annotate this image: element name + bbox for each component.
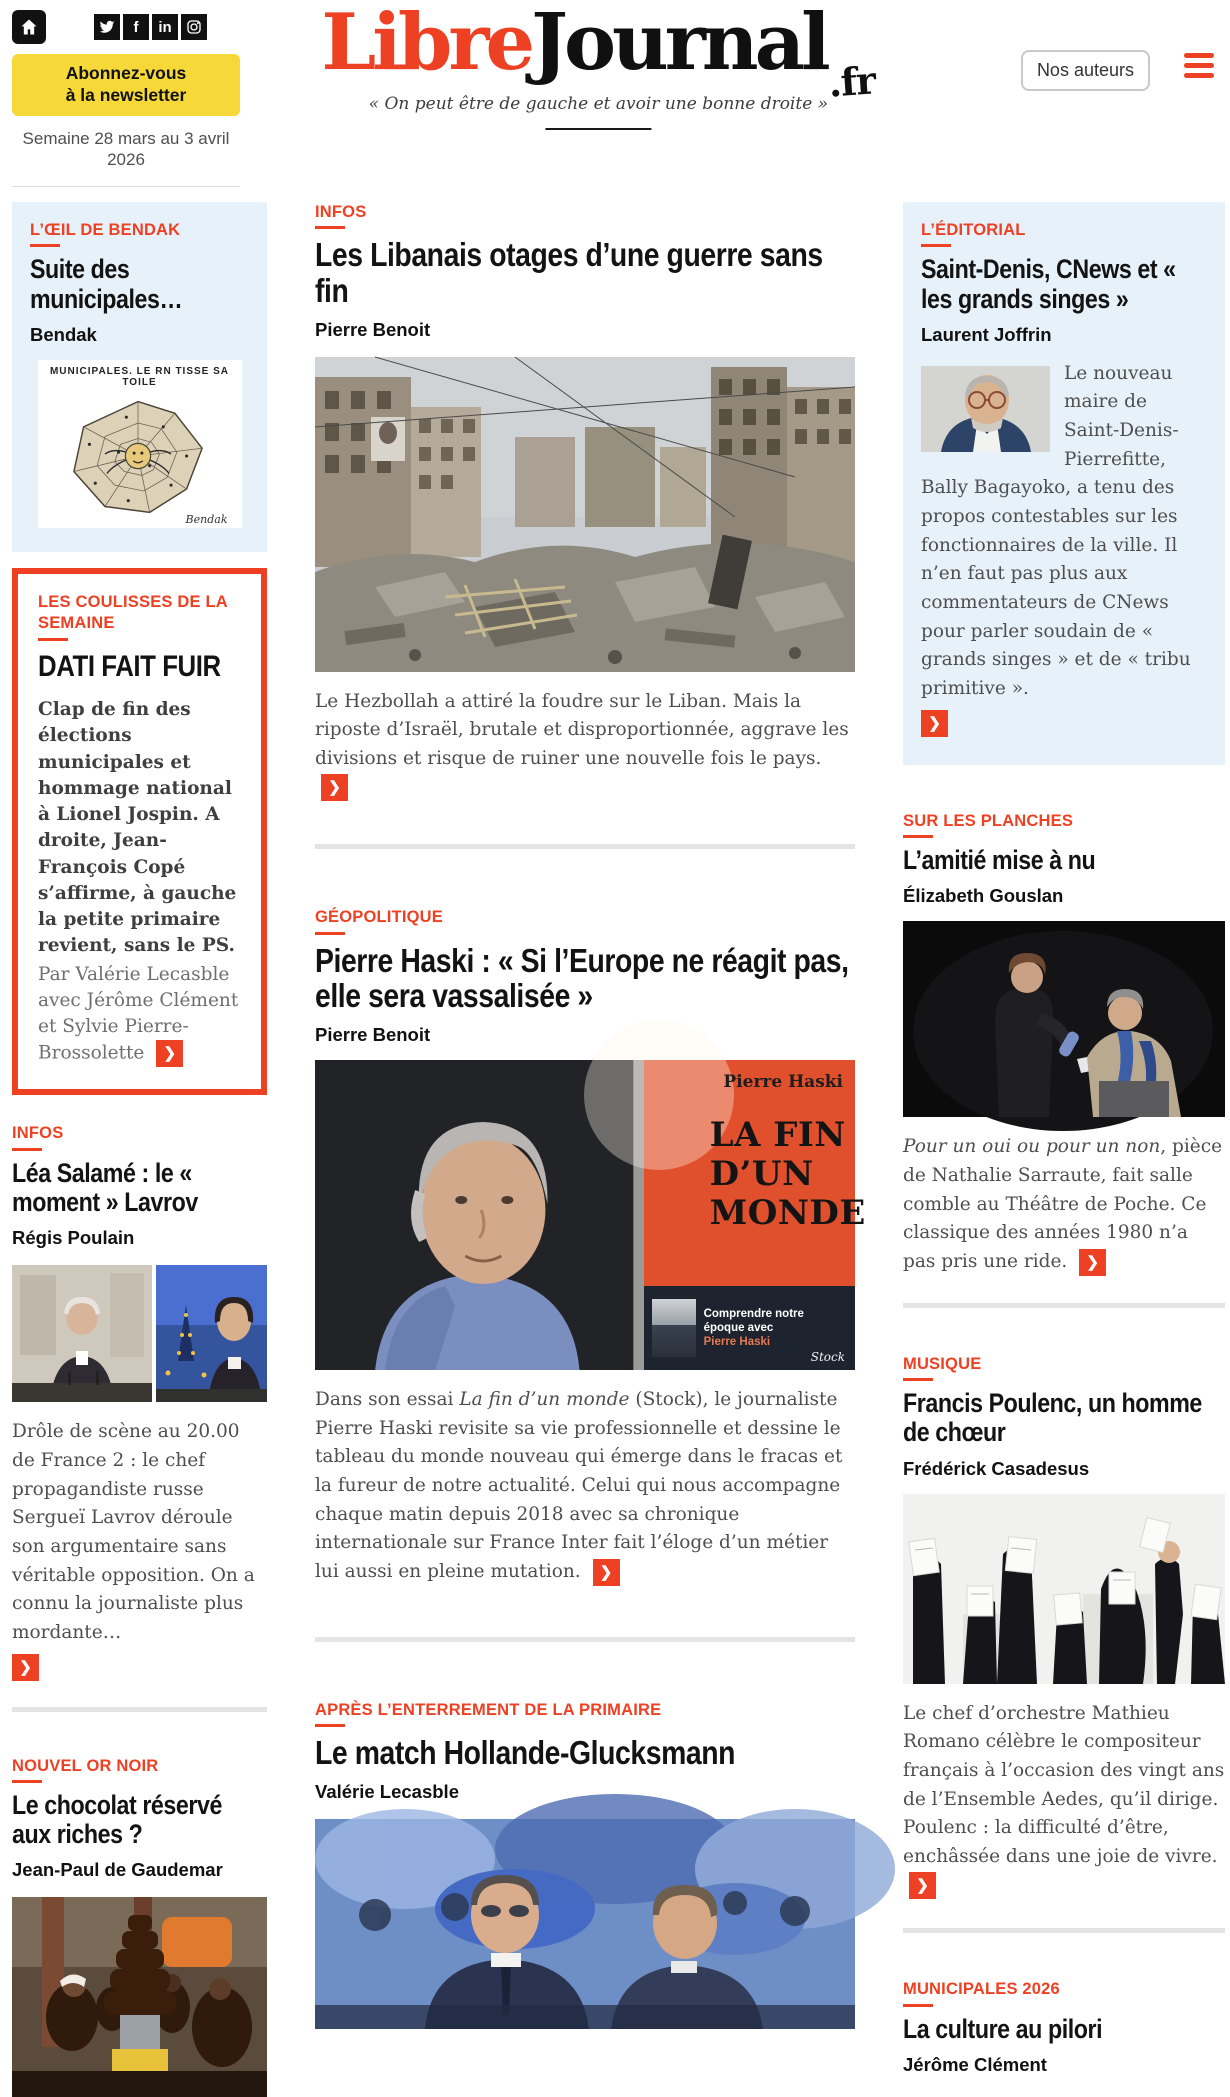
divider [903,1928,1225,1933]
section-label-musique[interactable]: MUSIQUE [903,1354,981,1381]
article-deck: Pour un oui ou pour un non, pièce de Nathalie Sarraute, fait salle comble au Théâtre de Poche. Ce classique des années 1980 n’a pas pris une ride. ❯ [903,1133,1225,1276]
article-title[interactable]: Francis Poulenc, un homme de chœur [903,1388,1202,1448]
article-author[interactable]: Laurent Joffrin [921,323,1052,345]
article-title[interactable]: Pierre Haski : « Si l’Europe ne réagit pas, elle sera vassalisée » [315,941,849,1015]
article-image-lavrov-salame[interactable] [12,1265,267,1402]
column-right [903,202,1225,2076]
newsletter-button-line2: à la newsletter [65,84,187,105]
article-author[interactable]: Jérôme Clément [903,2053,1047,2075]
section-label-bendak[interactable]: L’ŒIL DE BENDAK [30,220,180,247]
book-band-photo [652,1299,696,1357]
article-image-haski-book[interactable] [315,1060,866,1370]
article-deck: Le chef d’orchestre Mathieu Romano célèbre le compositeur français à l’occasion des vingt ans de l’Ensemble Aedes, qu’il dirige. Poulenc : la difficulté d’être, enchâssée dans une joie de vivre. ❯ [903,1700,1225,1901]
article-deck: Le Hezbollah a attiré la foudre sur le Liban. Mais la riposte d’Israël, brutale et disproportionnée, aggrave les divisions et risque de ruiner une nouvelle fois le pays. ❯ [315,688,855,803]
logo-part-fr: .fr [827,57,877,106]
section-label-municipales[interactable]: MUNICIPALES 2026 [903,1979,1060,2006]
authors-button[interactable]: Nos auteurs [1021,50,1150,91]
site-header [0,0,1230,178]
article-deck: Drôle de scène au 20.00 de France 2 : le chef propagandiste russe Sergueï Lavrov déroule son argumentaire sans véritable opposition. On a connu la journaliste plus mordante… [12,1421,255,1643]
site-tagline: « On peut être de gauche et avoir une bonne droite » [368,93,829,114]
article-liban [315,202,855,802]
article-image-chocolat[interactable] [12,1897,267,2097]
main-grid [0,202,1230,2097]
article-image-joffrin[interactable] [921,366,1050,452]
article-deck: Clap de fin des élections municipales et hommage national à Lionel Jospin. A droite, Jean-François Copé s’affirme, à gauche la petite primaire revient, sans le PS. [38,699,237,957]
article-author[interactable]: Régis Poulain [12,1227,135,1249]
article-title[interactable]: L’amitié mise à nu [903,845,1096,876]
article-musique [903,1354,1225,1900]
article-title[interactable]: Le match Hollande-Glucksmann [315,1734,736,1772]
facebook-icon[interactable]: f [123,14,149,40]
section-label-nouvel-or-noir[interactable]: NOUVEL OR NOIR [12,1756,158,1783]
article-oeil-de-bendak [12,202,267,552]
article-author[interactable]: Valérie Lecasble [315,1780,459,1802]
read-more-icon[interactable]: ❯ [1079,1249,1106,1276]
book-cover [644,1060,866,1370]
article-image-choeur[interactable] [903,1494,1225,1684]
divider [12,1707,267,1712]
article-author[interactable]: Élizabeth Gouslan [903,885,1064,907]
book-cover-author: Pierre Haski [723,1072,843,1093]
article-title[interactable]: Le chocolat réservé aux riches ? [12,1790,222,1850]
section-label-primaire[interactable]: APRÈS L’ENTERREMENT DE LA PRIMAIRE [315,1700,661,1727]
section-label-infos[interactable]: INFOS [12,1123,63,1150]
linkedin-icon[interactable]: in [152,14,178,40]
section-label-geopolitique[interactable]: GÉOPOLITIQUE [315,907,443,934]
article-image-liban[interactable] [315,357,855,672]
section-label-planches[interactable]: SUR LES PLANCHES [903,811,1073,838]
article-planches [903,811,1225,1277]
read-more-icon[interactable]: ❯ [156,1040,183,1067]
issue-date: Semaine 28 mars au 3 avril 2026 [12,128,240,188]
article-image-hollande[interactable] [315,1819,855,2029]
read-more-icon[interactable]: ❯ [909,1872,936,1899]
column-left [12,202,267,2097]
divider [315,844,855,849]
cartoon-signature: Bendak [185,512,228,526]
article-title[interactable]: Saint-Denis, CNews et « les grands singes » [921,254,1176,314]
cartoon-image[interactable] [38,360,242,528]
divider [315,1637,855,1642]
article-title[interactable]: DATI FAIT FUIR [38,649,221,683]
cartoon-france-spiderweb [38,388,238,524]
read-more-icon[interactable]: ❯ [12,1654,39,1681]
article-haski [315,907,866,1586]
article-title[interactable]: La culture au pilori [903,2013,1103,2044]
article-image-theatre[interactable] [903,921,1225,1117]
newsletter-button-line1: Abonnez-vous [65,63,187,83]
logo-block [321,2,875,130]
article-editorial [903,202,1225,765]
read-more-icon[interactable]: ❯ [321,774,348,801]
article-author[interactable]: Bendak [30,323,97,345]
article-title[interactable]: Léa Salamé : le « moment » Lavrov [12,1157,198,1218]
article-title[interactable]: Les Libanais otages d’une guerre sans fin [315,236,823,310]
twitter-icon[interactable] [94,14,120,40]
read-more-icon[interactable]: ❯ [921,710,948,737]
column-center [315,202,866,2029]
cartoon-caption: MUNICIPALES. LE RN TISSE SA TOILE [49,365,230,388]
social-icons-row [12,10,240,44]
article-author[interactable]: Frédérick Casadesus [903,1457,1090,1479]
section-label-infos[interactable]: INFOS [315,202,366,229]
article-title[interactable]: Suite des municipales… [30,254,183,314]
article-hollande [315,1700,855,2029]
home-icon[interactable] [12,10,46,44]
article-chocolat [12,1756,267,2097]
article-coulisses [12,568,267,1096]
article-byline: Par Valérie Lecasble avec Jérôme Clément et Sylvie Pierre-Brossolette ❯ [38,962,241,1068]
newsletter-button[interactable] [12,54,240,116]
section-label-editorial[interactable]: L’ÉDITORIAL [921,220,1026,247]
article-author[interactable]: Pierre Benoit [315,1024,431,1046]
book-cover-band: Comprendre notre époque avec Pierre Haski [644,1286,855,1370]
article-author[interactable]: Pierre Benoit [315,318,431,340]
divider [903,1303,1225,1308]
instagram-icon[interactable] [181,14,207,40]
tagline-underline [545,128,651,130]
logo-part-journal: Journal [531,0,827,88]
menu-icon[interactable] [1184,53,1214,83]
logo-part-libre: Libre [321,0,532,88]
article-author[interactable]: Jean-Paul de Gaudemar [12,1859,223,1881]
article-deck: Le nouveau maire de Saint-Denis-Pierrefitte, Bally Bagayoko, a tenu des propos contestables sur les fonctionnaires de la ville. Il n’en faut pas plus aux commentateurs de CNews pour parler soudain de « grands singes » et de « tribu primitive ». ❯ [921,360,1207,737]
section-label-coulisses[interactable]: LES COULISSES DE LA SEMAINE [38,592,241,641]
article-deck: Dans son essai La fin d’un monde (Stock), le journaliste Pierre Haski revisite sa vie professionnelle et dessine le tableau du monde nouveau qui émerge dans le fracas et la fureur de notre actualité. Celui qui nous accompagne chaque matin depuis 2018 avec sa chronique internationale sur France Inter fait l’éloge d’un métier lui aussi en pleine mutation. ❯ [315,1386,855,1587]
article-salame [12,1123,267,1680]
book-publisher: Stock [810,1350,845,1365]
header-left-block [12,10,240,187]
book-cover-title: LA FIN D’UN MONDE [709,1115,866,1234]
read-more-icon[interactable]: ❯ [593,1559,620,1586]
article-municipales [903,1979,1225,2076]
